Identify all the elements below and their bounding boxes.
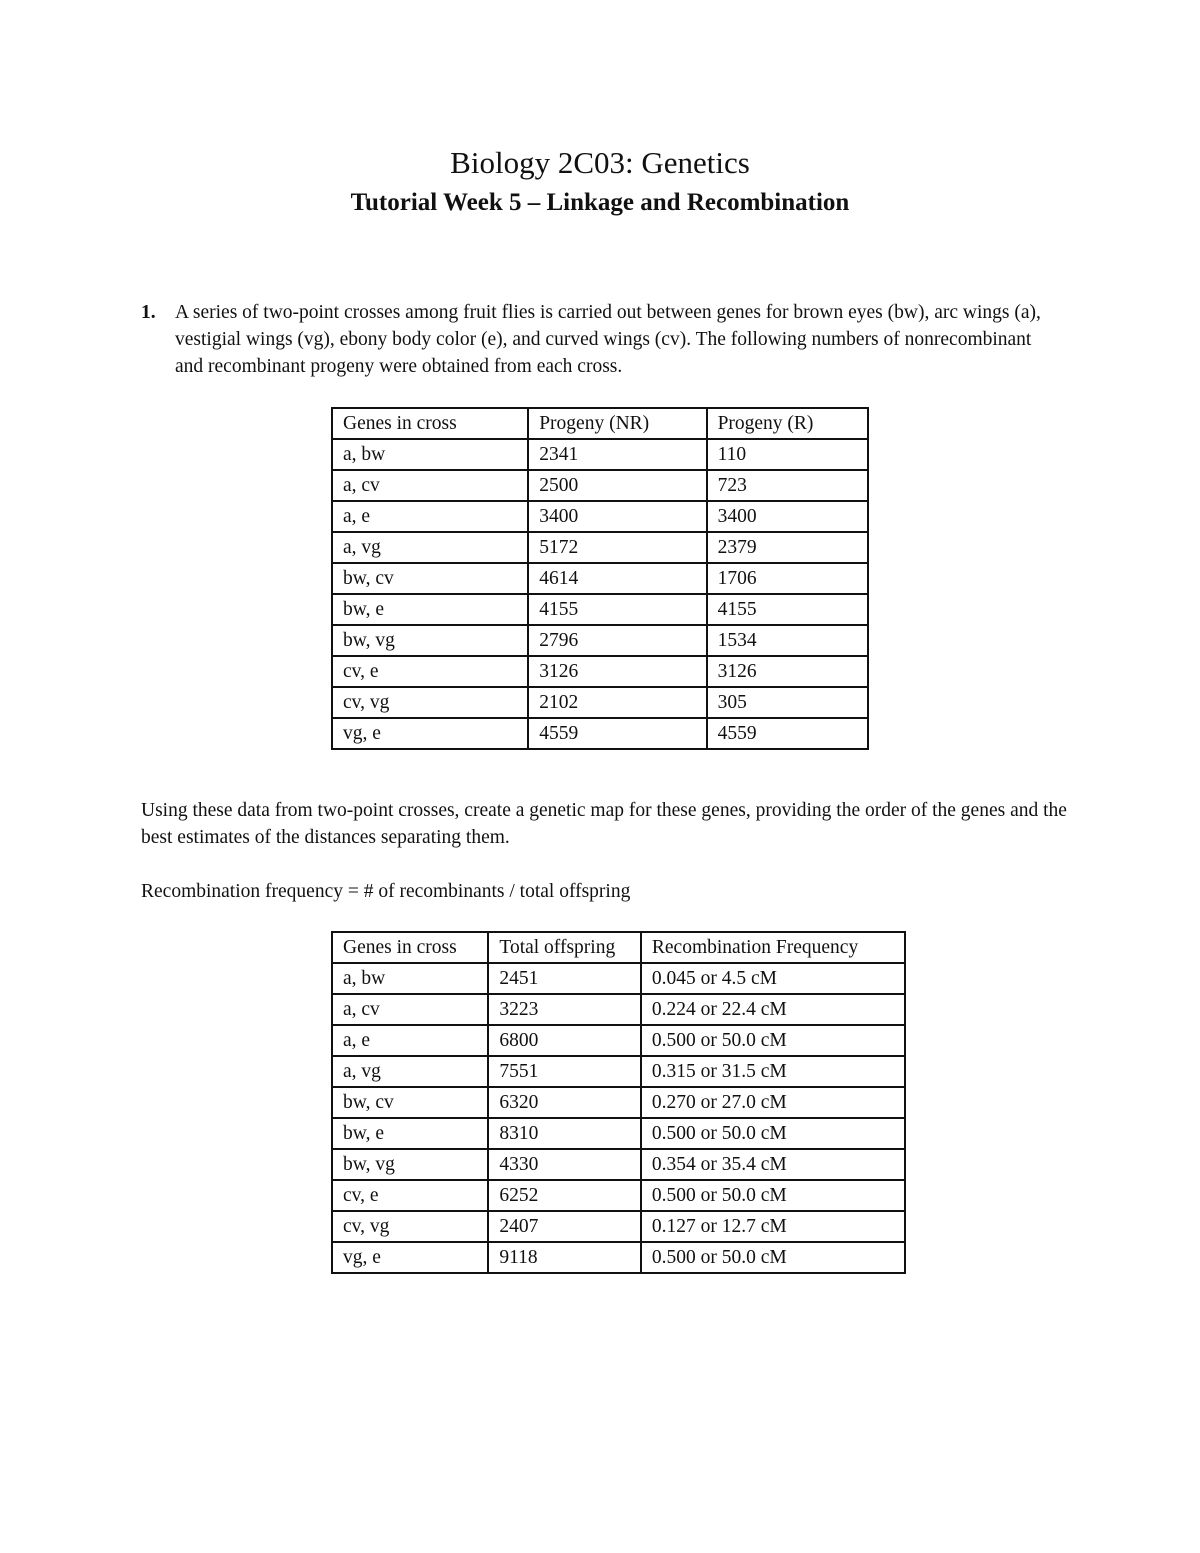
table-cell: 2407 bbox=[488, 1211, 641, 1242]
table-cell: 4155 bbox=[528, 594, 706, 625]
progeny-table-body bbox=[332, 408, 868, 749]
table-cell: a, vg bbox=[332, 532, 528, 563]
table-row bbox=[332, 1025, 905, 1056]
table-row bbox=[332, 563, 868, 594]
table-cell: 110 bbox=[707, 439, 868, 470]
table-row bbox=[332, 1149, 905, 1180]
column-header: Genes in cross bbox=[332, 932, 488, 963]
question-text: A series of two-point crosses among fruit flies is carried out between genes for brown eyes (bw), arc wings (a), vestigial wings (vg), ebony body color (e), and curved wings (cv). The following numbers of nonrecombinant and recombinant progeny were obtained from each cross. bbox=[175, 302, 1041, 377]
table-header-row bbox=[332, 408, 868, 439]
table-cell: vg, e bbox=[332, 1242, 488, 1273]
instructions-paragraph: Using these data from two-point crosses, create a genetic map for these genes, providing the order of the genes and the best estimates of the distances separating them. bbox=[141, 800, 1067, 848]
document-title: Biology 2C03: Genetics bbox=[450, 145, 750, 180]
table-row bbox=[332, 470, 868, 501]
table-row bbox=[332, 439, 868, 470]
table-cell: 2796 bbox=[528, 625, 706, 656]
table-row bbox=[332, 963, 905, 994]
table-cell: cv, vg bbox=[332, 1211, 488, 1242]
table-cell: 2341 bbox=[528, 439, 706, 470]
table-row bbox=[332, 532, 868, 563]
table-cell: 0.315 or 31.5 cM bbox=[641, 1056, 905, 1087]
document-subtitle: Tutorial Week 5 – Linkage and Recombination bbox=[350, 189, 850, 216]
table-cell: 0.500 or 50.0 cM bbox=[641, 1242, 905, 1273]
table-cell: 3223 bbox=[488, 994, 641, 1025]
question-number: 1. bbox=[141, 302, 156, 323]
progeny-table bbox=[331, 407, 869, 750]
table-cell: 2500 bbox=[528, 470, 706, 501]
table-cell: 723 bbox=[707, 470, 868, 501]
table-cell: 0.224 or 22.4 cM bbox=[641, 994, 905, 1025]
table-cell: cv, e bbox=[332, 656, 528, 687]
table-cell: 1534 bbox=[707, 625, 868, 656]
table-cell: bw, vg bbox=[332, 1149, 488, 1180]
recombination-table-body bbox=[332, 932, 905, 1273]
table-cell: 4155 bbox=[707, 594, 868, 625]
table-cell: vg, e bbox=[332, 718, 528, 749]
table-row bbox=[332, 501, 868, 532]
table-cell: 2379 bbox=[707, 532, 868, 563]
table-cell: 3126 bbox=[528, 656, 706, 687]
table-cell: 3400 bbox=[528, 501, 706, 532]
table-cell: 3400 bbox=[707, 501, 868, 532]
table-cell: 1706 bbox=[707, 563, 868, 594]
table-cell: a, e bbox=[332, 501, 528, 532]
table-cell: 9118 bbox=[488, 1242, 641, 1273]
table-row bbox=[332, 656, 868, 687]
table-row bbox=[332, 687, 868, 718]
table-cell: bw, cv bbox=[332, 1087, 488, 1118]
table-cell: 6320 bbox=[488, 1087, 641, 1118]
table-row bbox=[332, 625, 868, 656]
table-cell: a, vg bbox=[332, 1056, 488, 1087]
table-cell: a, bw bbox=[332, 439, 528, 470]
table-cell: a, bw bbox=[332, 963, 488, 994]
recombination-frequency-table bbox=[331, 931, 906, 1274]
table-cell: cv, vg bbox=[332, 687, 528, 718]
formula-paragraph: Recombination frequency = # of recombinants / total offspring bbox=[141, 881, 631, 902]
table-cell: a, cv bbox=[332, 470, 528, 501]
table-row bbox=[332, 1242, 905, 1273]
table-cell: bw, e bbox=[332, 594, 528, 625]
table-cell: 3126 bbox=[707, 656, 868, 687]
table-cell: 4330 bbox=[488, 1149, 641, 1180]
table-row bbox=[332, 1118, 905, 1149]
table-cell: 7551 bbox=[488, 1056, 641, 1087]
table-cell: 0.500 or 50.0 cM bbox=[641, 1025, 905, 1056]
table-cell: bw, cv bbox=[332, 563, 528, 594]
question-1 bbox=[141, 299, 1061, 380]
table-cell: 0.127 or 12.7 cM bbox=[641, 1211, 905, 1242]
table-cell: 6252 bbox=[488, 1180, 641, 1211]
table-cell: 305 bbox=[707, 687, 868, 718]
column-header: Recombination Frequency bbox=[641, 932, 905, 963]
table-row bbox=[332, 1087, 905, 1118]
table-row bbox=[332, 1056, 905, 1087]
table-cell: 4614 bbox=[528, 563, 706, 594]
table-row bbox=[332, 594, 868, 625]
table-row bbox=[332, 1180, 905, 1211]
table-cell: 0.500 or 50.0 cM bbox=[641, 1180, 905, 1211]
table-cell: 8310 bbox=[488, 1118, 641, 1149]
table-cell: cv, e bbox=[332, 1180, 488, 1211]
table-cell: bw, e bbox=[332, 1118, 488, 1149]
table-cell: 4559 bbox=[528, 718, 706, 749]
column-header: Progeny (NR) bbox=[528, 408, 706, 439]
table-cell: bw, vg bbox=[332, 625, 528, 656]
table-cell: 0.045 or 4.5 cM bbox=[641, 963, 905, 994]
table-row bbox=[332, 1211, 905, 1242]
table-header-row bbox=[332, 932, 905, 963]
table-cell: 2102 bbox=[528, 687, 706, 718]
column-header: Total offspring bbox=[488, 932, 641, 963]
table-cell: a, e bbox=[332, 1025, 488, 1056]
column-header: Progeny (R) bbox=[707, 408, 868, 439]
table-row bbox=[332, 718, 868, 749]
table-cell: 0.500 or 50.0 cM bbox=[641, 1118, 905, 1149]
table-cell: a, cv bbox=[332, 994, 488, 1025]
table-row bbox=[332, 994, 905, 1025]
table-cell: 0.270 or 27.0 cM bbox=[641, 1087, 905, 1118]
table-cell: 2451 bbox=[488, 963, 641, 994]
table-cell: 6800 bbox=[488, 1025, 641, 1056]
table-cell: 5172 bbox=[528, 532, 706, 563]
column-header: Genes in cross bbox=[332, 408, 528, 439]
table-cell: 4559 bbox=[707, 718, 868, 749]
table-cell: 0.354 or 35.4 cM bbox=[641, 1149, 905, 1180]
